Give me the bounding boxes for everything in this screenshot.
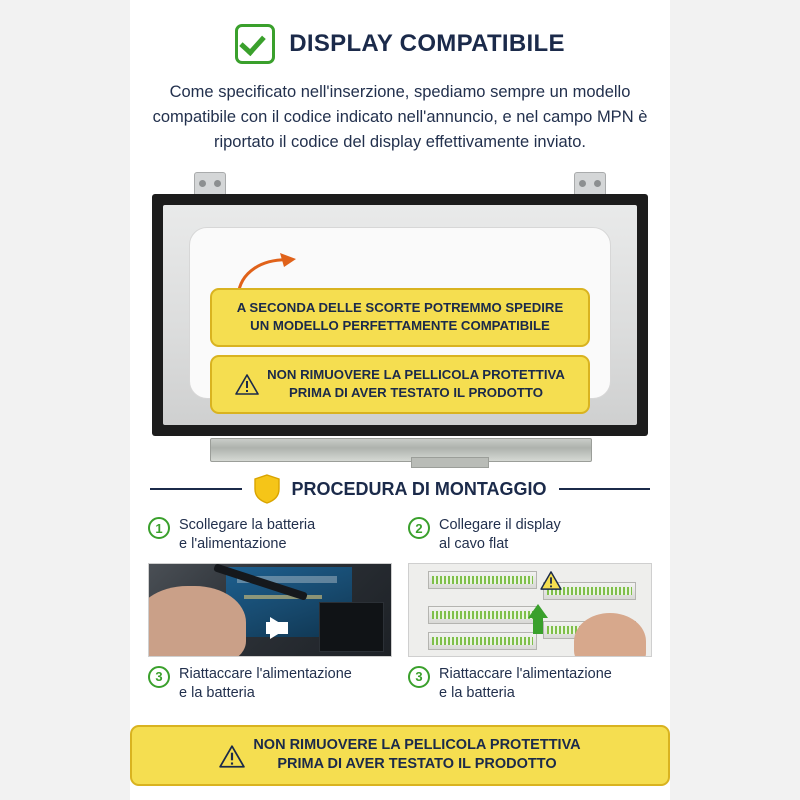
step-line2: e la batteria: [179, 684, 255, 701]
page-title: DISPLAY COMPATIBILE: [289, 30, 565, 57]
callout-stock: [210, 288, 590, 346]
step-2-photo: [408, 563, 652, 657]
warning-triangle-icon: [540, 571, 562, 590]
callout-film-line1: NON RIMUOVERE LA PELLICOLA PROTETTIVA: [267, 367, 565, 383]
flat-cable-connector: [428, 606, 536, 624]
callout-stock-line2: UN MODELLO PERFETTAMENTE COMPATIBILE: [250, 318, 550, 334]
right-gray-band: [670, 0, 800, 800]
step-line1: Riattaccare l'alimentazione: [439, 665, 612, 682]
footer-line2: PRIMA DI AVER TESTATO IL PRODOTTO: [277, 756, 557, 773]
step-line1: Scollegare la batteria: [179, 517, 316, 534]
step-line2: al cavo flat: [439, 536, 509, 553]
step-number: 3: [148, 666, 170, 688]
step-1-photo: [148, 563, 392, 657]
green-check-icon: [235, 24, 275, 64]
callout-stock-line1: A SECONDA DELLE SCORTE POTREMMO SPEDIRE: [236, 300, 564, 316]
green-arrow-icon: [528, 604, 548, 618]
divider-right: [559, 488, 651, 490]
step-number: 3: [408, 666, 430, 688]
left-gray-band: [0, 0, 130, 800]
step-number: 2: [408, 517, 430, 539]
content-column: [130, 0, 670, 800]
step-text: [439, 516, 561, 554]
step-text: [179, 516, 315, 554]
step-1: [148, 516, 392, 554]
step-2: [408, 516, 652, 554]
panel-foil-strip: [210, 438, 592, 462]
steps-grid: [148, 516, 652, 703]
intro-paragraph: Come specificato nell'inserzione, spediamo sempre un modello compatibile con il codice indicato nell'annuncio, e nel campo MPN è riportato il codice del display effettivamente inviato.: [152, 83, 648, 151]
procedure-header: [150, 474, 650, 504]
callout-protective-film: [210, 355, 590, 413]
footer-warning-banner: [130, 725, 670, 786]
flat-cable-connector: [428, 632, 536, 650]
step-line2: e l'alimentazione: [179, 536, 287, 553]
warning-triangle-icon: [235, 374, 259, 395]
flat-cable-connector: [428, 571, 536, 589]
step-3-left: [148, 665, 392, 703]
step-line2: e la batteria: [439, 684, 515, 701]
hand-graphic: [148, 586, 246, 657]
battery-graphic: [319, 602, 384, 652]
footer-text: [253, 736, 580, 775]
step-3-right: [408, 665, 652, 703]
white-arrow-icon: [270, 617, 288, 639]
procedure-title: PROCEDURA DI MONTAGGIO: [291, 478, 547, 499]
callout-film-line2: PRIMA DI AVER TESTATO IL PRODOTTO: [288, 385, 543, 401]
step-line1: Riattaccare l'alimentazione: [179, 665, 352, 682]
step-text: [439, 665, 612, 703]
lcd-panel-illustration: [152, 172, 648, 462]
divider-left: [150, 488, 242, 490]
warning-triangle-icon: [219, 745, 243, 766]
step-text: [179, 665, 352, 703]
shield-icon: [254, 474, 280, 504]
step-number: 1: [148, 517, 170, 539]
step-line1: Collegare il display: [439, 517, 561, 534]
header: [130, 0, 670, 64]
footer-line1: NON RIMUOVERE LA PELLICOLA PROTETTIVA: [253, 736, 581, 753]
panel-foil-tab: [411, 457, 489, 468]
